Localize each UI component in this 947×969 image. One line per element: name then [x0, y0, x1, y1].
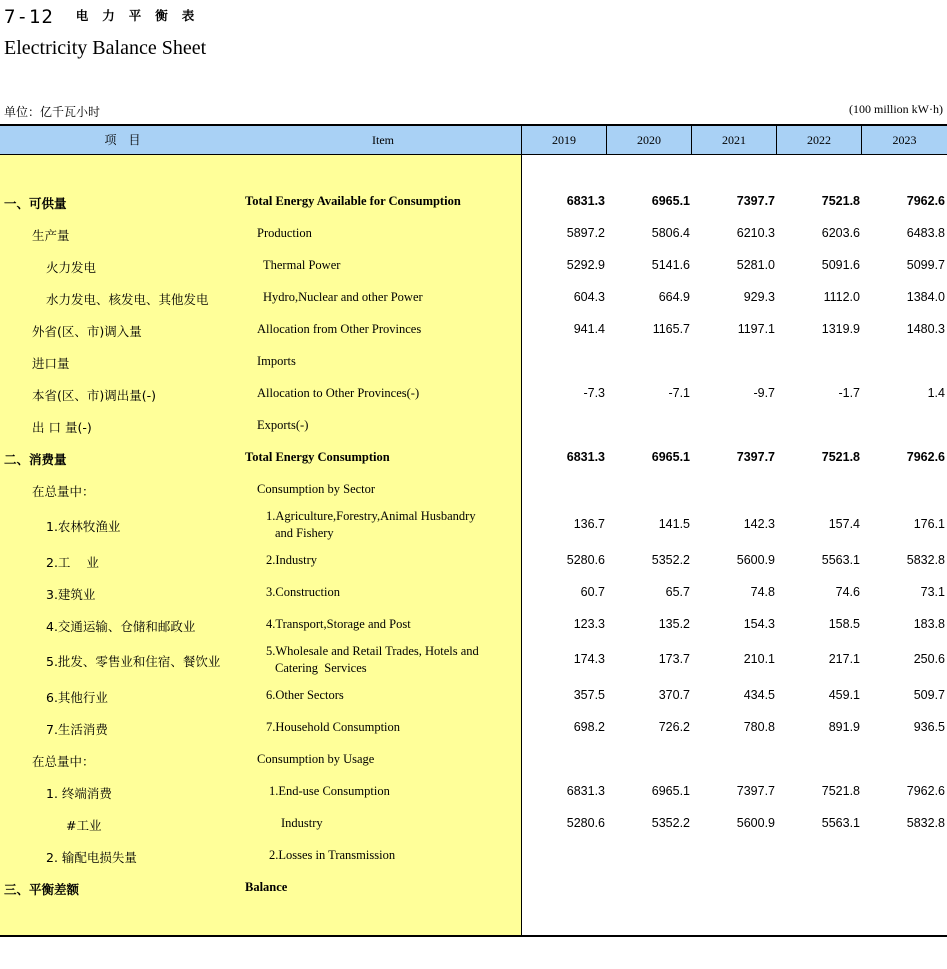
row-label-cn: 三、平衡差额 — [4, 882, 80, 897]
unit-label-cn: 单位：亿千瓦小时 — [4, 105, 101, 119]
cell-value-2022: 6203.6 — [821, 226, 860, 240]
row-label-cn: 本省(区、市)调出量(-) — [32, 388, 157, 403]
cell-value-2022: 7521.8 — [821, 194, 860, 208]
cell-value-2021: 5600.9 — [736, 816, 775, 830]
cell-value-2022: 7521.8 — [821, 450, 860, 464]
cell-value-2022: 5563.1 — [821, 816, 860, 830]
row-label-cn: 在总量中： — [32, 484, 95, 499]
cell-value-2021: 5600.9 — [736, 553, 775, 567]
row-label-en: 1.Agriculture,Forestry,Animal Husbandry — [266, 509, 476, 523]
cell-value-2019: 5280.6 — [566, 816, 605, 830]
row-label-en: Exports(-) — [257, 418, 309, 432]
header-item-cn-text: 项 目 — [104, 133, 141, 147]
row-label-en: 7.Household Consumption — [266, 720, 401, 734]
cell-value-2023: 509.7 — [913, 688, 945, 702]
header-year-2020: 2020 — [637, 133, 661, 147]
cell-value-2021: 210.1 — [743, 652, 775, 666]
header-year-2021: 2021 — [722, 133, 746, 147]
row-label-cn: 一、可供量 — [4, 196, 67, 211]
page-title-cn — [4, 6, 209, 28]
cell-value-2022: 74.6 — [835, 585, 860, 599]
row-label-cn: 3.建筑业 — [46, 587, 96, 602]
cell-value-2021: 74.8 — [750, 585, 775, 599]
cell-value-2023: 176.1 — [913, 517, 945, 531]
cell-value-2023: 1480.3 — [906, 322, 945, 336]
cell-value-2019: 5897.2 — [566, 226, 605, 240]
cell-value-2022: 1319.9 — [821, 322, 860, 336]
cell-value-2023: 183.8 — [913, 617, 945, 631]
cell-value-2019: 357.5 — [573, 688, 605, 702]
cell-value-2020: 664.9 — [658, 290, 690, 304]
row-label-cn: 外省(区、市)调入量 — [32, 324, 142, 339]
row-label-en: Allocation to Other Provinces(-) — [257, 386, 420, 400]
header-item-en: Item — [372, 133, 394, 147]
cell-value-2019: -7.3 — [583, 386, 605, 400]
title-cn-text: 电力平衡表 — [75, 8, 209, 23]
cell-value-2022: 217.1 — [828, 652, 860, 666]
row-label-en: Production — [257, 226, 312, 240]
cell-value-2020: 1165.7 — [652, 322, 690, 336]
cell-value-2020: 141.5 — [658, 517, 690, 531]
row-label-en: Consumption by Usage — [257, 752, 375, 766]
cell-value-2021: 142.3 — [743, 517, 775, 531]
row-label-en: 6.Other Sectors — [266, 688, 344, 702]
header-year-2022: 2022 — [807, 133, 831, 147]
cell-value-2022: 5091.6 — [821, 258, 860, 272]
cell-value-2019: 136.7 — [573, 517, 605, 531]
cell-value-2020: 6965.1 — [651, 194, 690, 208]
cell-value-2021: 780.8 — [743, 720, 775, 734]
cell-value-2022: -1.7 — [838, 386, 860, 400]
row-label-en: Allocation from Other Provinces — [257, 322, 422, 336]
cell-value-2022: 459.1 — [828, 688, 860, 702]
cell-value-2019: 6831.3 — [566, 194, 605, 208]
cell-value-2020: 5141.6 — [651, 258, 690, 272]
row-label-cn: 水力发电、核发电、其他发电 — [46, 292, 209, 307]
row-label-en: 2.Industry — [266, 553, 318, 567]
row-label-en: Balance — [245, 880, 288, 894]
row-label-cn: #工业 — [66, 818, 102, 833]
cell-value-2022: 1112.0 — [823, 290, 860, 304]
row-label-en: Thermal Power — [263, 258, 341, 272]
cell-value-2023: 936.5 — [913, 720, 945, 734]
cell-value-2021: 434.5 — [743, 688, 775, 702]
table-bottom-rule — [0, 935, 947, 937]
row-label-en: Total Energy Consumption — [245, 450, 390, 464]
row-label-cn: 火力发电 — [46, 260, 97, 275]
cell-value-2022: 7521.8 — [821, 784, 860, 798]
cell-value-2020: 6965.1 — [651, 784, 690, 798]
row-label-cn: 2. 输配电损失量 — [46, 850, 137, 865]
row-label-cn: 1. 终端消费 — [46, 786, 112, 801]
row-label-en: 4.Transport,Storage and Post — [266, 617, 411, 631]
row-label-en: Consumption by Sector — [257, 482, 376, 496]
cell-value-2020: 5806.4 — [651, 226, 690, 240]
cell-value-2019: 174.3 — [573, 652, 605, 666]
cell-value-2020: 135.2 — [658, 617, 690, 631]
cell-value-2023: 250.6 — [913, 652, 945, 666]
cell-value-2023: 6483.8 — [906, 226, 945, 240]
cell-value-2019: 604.3 — [573, 290, 605, 304]
cell-value-2020: 6965.1 — [651, 450, 690, 464]
cell-value-2021: 5281.0 — [736, 258, 775, 272]
row-label-en: Industry — [281, 816, 323, 830]
row-label-en-line2: and Fishery — [275, 526, 334, 540]
row-label-cn: 进口量 — [32, 356, 70, 371]
row-label-cn: 4.交通运输、仓储和邮政业 — [46, 619, 196, 634]
table-number: 7-12 — [4, 6, 54, 28]
cell-value-2019: 5292.9 — [566, 258, 605, 272]
row-label-cn: 在总量中： — [32, 754, 95, 769]
cell-value-2020: 173.7 — [658, 652, 690, 666]
header-year-2023: 2023 — [892, 133, 917, 147]
cell-value-2020: 726.2 — [658, 720, 690, 734]
header-item-cn — [0, 126, 245, 154]
row-label-cn: 二、消费量 — [4, 452, 67, 467]
header-year-2019: 2019 — [552, 133, 576, 147]
cell-value-2019: 941.4 — [573, 322, 605, 336]
cell-value-2023: 1384.0 — [906, 290, 945, 304]
cell-value-2020: -7.1 — [668, 386, 690, 400]
row-label-cn: 出 口 量(-) — [32, 420, 92, 435]
cell-value-2023: 7962.6 — [906, 450, 945, 464]
row-label-en: Imports — [257, 354, 296, 368]
row-label-cn: 7.生活消费 — [46, 722, 108, 737]
cell-value-2021: 7397.7 — [736, 194, 775, 208]
row-label-en: 3.Construction — [266, 585, 340, 599]
cell-value-2023: 7962.6 — [906, 194, 945, 208]
cell-value-2023: 5832.8 — [906, 816, 945, 830]
row-label-cn: 生产量 — [32, 228, 70, 243]
cell-value-2021: 1197.1 — [737, 322, 775, 336]
page-title-en: Electricity Balance Sheet — [4, 37, 207, 59]
cell-value-2022: 157.4 — [828, 517, 860, 531]
cell-value-2023: 7962.6 — [906, 784, 945, 798]
row-label-cn: 5.批发、零售业和住宿、餐饮业 — [46, 654, 221, 669]
cell-value-2022: 891.9 — [828, 720, 860, 734]
row-label-en: 2.Losses in Transmission — [269, 848, 396, 862]
cell-value-2023: 5099.7 — [906, 258, 945, 272]
cell-value-2019: 6831.3 — [566, 450, 605, 464]
row-label-cn: 6.其他行业 — [46, 690, 108, 705]
cell-value-2022: 158.5 — [828, 617, 860, 631]
row-label-en-line2: Catering Services — [275, 661, 367, 675]
cell-value-2023: 73.1 — [920, 585, 945, 599]
table-header — [0, 126, 947, 155]
cell-value-2019: 60.7 — [580, 585, 605, 599]
cell-value-2023: 5832.8 — [906, 553, 945, 567]
unit-label-en: (100 million kW·h) — [849, 102, 943, 116]
row-label-en: Hydro,Nuclear and other Power — [263, 290, 423, 304]
cell-value-2020: 5352.2 — [651, 553, 690, 567]
cell-value-2019: 698.2 — [573, 720, 605, 734]
cell-value-2023: 1.4 — [927, 386, 945, 400]
column-divider — [521, 126, 522, 936]
cell-value-2021: 154.3 — [743, 617, 775, 631]
row-label-en: Total Energy Available for Consumption — [245, 194, 461, 208]
row-label-cn: 2.工 业 — [46, 555, 99, 570]
cell-value-2020: 65.7 — [665, 585, 690, 599]
cell-value-2020: 5352.2 — [651, 816, 690, 830]
cell-value-2021: 7397.7 — [736, 450, 775, 464]
cell-value-2019: 123.3 — [573, 617, 605, 631]
cell-value-2019: 5280.6 — [566, 553, 605, 567]
cell-value-2021: 7397.7 — [736, 784, 775, 798]
row-label-cn: 1.农林牧渔业 — [46, 519, 121, 534]
cell-value-2021: 6210.3 — [736, 226, 775, 240]
row-label-en: 5.Wholesale and Retail Trades, Hotels and — [266, 644, 479, 658]
row-label-en: 1.End-use Consumption — [269, 784, 390, 798]
cell-value-2022: 5563.1 — [821, 553, 860, 567]
cell-value-2020: 370.7 — [658, 688, 690, 702]
cell-value-2021: 929.3 — [743, 290, 775, 304]
cell-value-2019: 6831.3 — [566, 784, 605, 798]
cell-value-2021: -9.7 — [753, 386, 775, 400]
